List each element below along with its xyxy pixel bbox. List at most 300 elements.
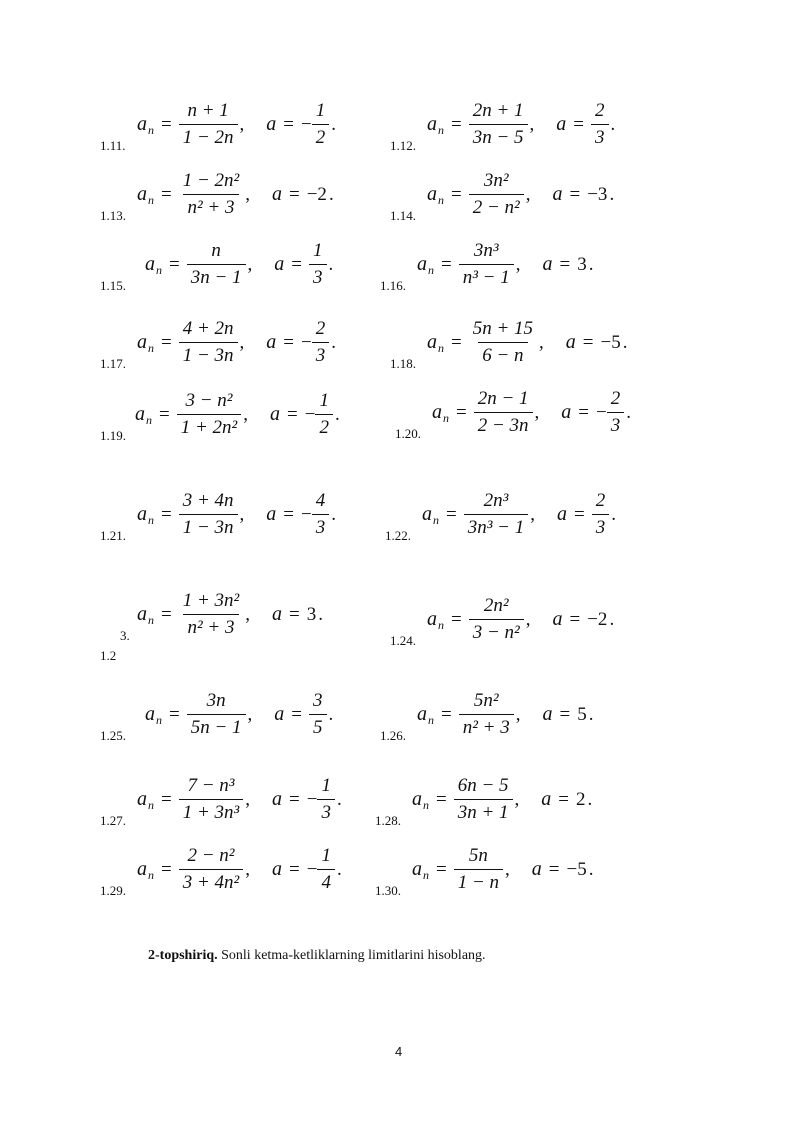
- problem-number: 1.21.: [100, 528, 126, 543]
- sequence-fraction-denominator: 3 + 4n²: [179, 869, 244, 894]
- equals-sign: =: [161, 183, 172, 205]
- sequence-formula: [137, 318, 336, 367]
- limit-fraction-denominator: 4: [317, 869, 335, 894]
- sequence-fraction-denominator: 3n + 1: [454, 799, 513, 824]
- limit-a-symbol: a: [552, 183, 563, 205]
- comma: ,: [243, 403, 248, 425]
- sequence-fraction-denominator: n² + 3: [183, 194, 238, 219]
- limit-a-symbol: a: [274, 253, 285, 275]
- sequence-fraction-denominator: n² + 3: [459, 714, 514, 739]
- n-subscript: n: [438, 341, 444, 355]
- sequence-fraction: [454, 775, 513, 824]
- limit-a-symbol: a: [266, 113, 277, 135]
- sequence-fraction: [177, 390, 242, 439]
- sequence-formula: [412, 845, 593, 894]
- sequence-fraction: [464, 490, 529, 539]
- limit-fraction-denominator: 3: [309, 264, 327, 289]
- problem-1.16: [380, 240, 710, 300]
- sequence-fraction-denominator: 1 − n: [454, 869, 503, 894]
- problem-number: 1.16.: [380, 278, 406, 293]
- period: .: [626, 401, 631, 423]
- a-symbol: a: [137, 603, 147, 625]
- limit-equals-sign: =: [289, 603, 300, 625]
- equals-sign: =: [446, 503, 457, 525]
- sequence-fraction: [459, 690, 514, 739]
- limit-sign: −: [306, 788, 318, 810]
- problem-3: [100, 590, 430, 663]
- comma: ,: [505, 858, 510, 880]
- problem-number-continued: 1.2: [100, 648, 117, 663]
- equals-sign: =: [161, 503, 172, 525]
- limit-fraction-numerator: 3: [313, 690, 323, 711]
- sequence-formula: [137, 170, 334, 219]
- problem-1.14: [390, 170, 720, 230]
- sequence-formula: [427, 170, 614, 219]
- a-symbol: a: [417, 703, 427, 725]
- limit-a-symbol: a: [557, 503, 567, 525]
- equals-sign: =: [456, 401, 467, 423]
- comma: ,: [515, 703, 521, 725]
- limit-value: 2: [576, 788, 586, 810]
- sequence-fraction-denominator: 5n − 1: [187, 714, 246, 739]
- equals-sign: =: [451, 113, 462, 135]
- equals-sign: =: [441, 703, 452, 725]
- n-subscript: n: [423, 798, 429, 812]
- limit-fraction-numerator: 1: [321, 775, 331, 796]
- problem-1.20: [395, 388, 725, 448]
- limit-fraction: [309, 240, 327, 289]
- equals-sign: =: [451, 183, 462, 205]
- sequence-fraction-denominator: 2 − 3n: [474, 412, 533, 437]
- problem-number: 1.29.: [100, 883, 126, 898]
- sequence-fraction-numerator: 2 − n²: [187, 845, 235, 866]
- sequence-fraction-numerator: 5n + 15: [472, 318, 534, 339]
- a-symbol: a: [427, 113, 437, 135]
- limit-fraction: [312, 490, 330, 539]
- problem-1.13: [100, 170, 430, 230]
- limit-equals-sign: =: [559, 253, 571, 275]
- limit-equals-sign: =: [558, 788, 570, 810]
- sequence-formula: [422, 490, 616, 539]
- sequence-formula: [137, 845, 342, 894]
- period: .: [331, 113, 336, 135]
- problem-number: 1.18.: [390, 356, 416, 371]
- limit-a-symbol: a: [266, 331, 277, 353]
- sequence-fraction: [454, 845, 503, 894]
- limit-fraction-numerator: 1: [321, 845, 331, 866]
- sequence-fraction-numerator: 3 − n²: [185, 390, 233, 411]
- task-title: 2-topshiriq.: [148, 948, 218, 963]
- problem-number: 3.: [120, 628, 130, 643]
- problem-number: 1.15.: [100, 278, 126, 293]
- limit-equals-sign: =: [283, 113, 295, 135]
- limit-fraction-denominator: 2: [315, 414, 333, 439]
- n-subscript: n: [433, 513, 439, 527]
- n-subscript: n: [438, 123, 444, 137]
- a-symbol: a: [422, 503, 432, 525]
- sequence-formula: [427, 100, 615, 149]
- limit-sign: −: [301, 113, 312, 135]
- a-symbol: a: [137, 788, 147, 810]
- limit-equals-sign: =: [569, 608, 581, 630]
- limit-equals-sign: =: [578, 401, 590, 423]
- a-symbol: a: [412, 858, 422, 880]
- period: .: [587, 788, 593, 810]
- sequence-fraction-denominator: 3 − n²: [469, 619, 524, 644]
- limit-fraction-denominator: 3: [312, 514, 330, 539]
- a-symbol: a: [135, 403, 145, 425]
- a-symbol: a: [145, 703, 155, 725]
- sequence-fraction: [179, 170, 244, 219]
- sequence-fraction-denominator: 1 − 2n: [179, 124, 238, 149]
- n-subscript: n: [156, 713, 162, 727]
- sequence-fraction-numerator: n + 1: [187, 100, 229, 121]
- a-symbol: a: [432, 401, 442, 423]
- limit-fraction-denominator: 2: [312, 124, 330, 149]
- sequence-fraction-denominator: 2 − n²: [469, 194, 524, 219]
- sequence-fraction: [179, 318, 238, 367]
- problem-number: 1.27.: [100, 813, 126, 828]
- limit-a-symbol: a: [266, 503, 277, 525]
- limit-equals-sign: =: [289, 858, 300, 880]
- comma: ,: [247, 703, 253, 725]
- limit-fraction: [315, 390, 333, 439]
- limit-equals-sign: =: [574, 503, 585, 525]
- sequence-fraction-denominator: n² + 3: [183, 614, 238, 639]
- problem-number: 1.24.: [390, 633, 416, 648]
- problem-number: 1.22.: [385, 528, 411, 543]
- sequence-formula: [417, 240, 593, 289]
- a-symbol: a: [412, 788, 422, 810]
- sequence-formula: [145, 690, 333, 739]
- problem-1.11: [100, 100, 430, 160]
- problem-1.30: [375, 845, 705, 905]
- sequence-fraction-numerator: 3n²: [483, 170, 509, 191]
- limit-fraction-denominator: 3: [312, 342, 330, 367]
- task-heading: [148, 948, 486, 964]
- limit-equals-sign: =: [291, 703, 303, 725]
- sequence-fraction-numerator: 6n − 5: [457, 775, 509, 796]
- limit-a-symbol: a: [272, 788, 282, 810]
- period: .: [328, 703, 334, 725]
- task-text: Sonli ketma-ketliklarning limitlarini hisoblang.: [217, 948, 486, 963]
- limit-fraction-denominator: 3: [591, 124, 609, 149]
- sequence-fraction-numerator: 4 + 2n: [182, 318, 234, 339]
- equals-sign: =: [451, 608, 462, 630]
- limit-fraction-numerator: 2: [595, 490, 606, 511]
- sequence-fraction: [179, 845, 244, 894]
- limit-fraction-denominator: 3: [592, 514, 610, 539]
- equals-sign: =: [161, 788, 172, 810]
- sequence-fraction: [187, 240, 246, 289]
- comma: ,: [514, 788, 520, 810]
- limit-a-symbol: a: [565, 331, 576, 353]
- sequence-formula: [432, 388, 631, 437]
- limit-equals-sign: =: [569, 183, 581, 205]
- limit-equals-sign: =: [289, 788, 300, 810]
- sequence-fraction: [469, 170, 524, 219]
- limit-fraction: [607, 388, 625, 437]
- sequence-fraction: [459, 240, 514, 289]
- limit-a-symbol: a: [272, 183, 282, 205]
- equals-sign: =: [441, 253, 452, 275]
- problem-number: 1.19.: [100, 428, 126, 443]
- a-symbol: a: [137, 113, 147, 135]
- period: .: [336, 858, 342, 880]
- period: .: [334, 403, 340, 425]
- sequence-formula: [412, 775, 592, 824]
- limit-value: 3: [577, 253, 587, 275]
- limit-sign: −: [596, 401, 607, 423]
- comma: ,: [530, 503, 535, 525]
- equals-sign: =: [169, 703, 180, 725]
- limit-sign: −: [304, 403, 316, 425]
- limit-fraction: [309, 690, 327, 739]
- comma: ,: [539, 331, 544, 353]
- sequence-fraction-numerator: n: [211, 240, 221, 261]
- limit-value: −2: [587, 608, 608, 630]
- comma: ,: [239, 113, 245, 135]
- limit-fraction-denominator: 5: [309, 714, 327, 739]
- limit-fraction: [592, 490, 610, 539]
- comma: ,: [245, 603, 250, 625]
- sequence-fraction-denominator: 3n − 5: [469, 124, 528, 149]
- n-subscript: n: [148, 513, 154, 527]
- sequence-fraction: [469, 100, 528, 149]
- n-subscript: n: [146, 413, 152, 427]
- n-subscript: n: [148, 613, 154, 627]
- comma: ,: [239, 503, 245, 525]
- sequence-fraction: [469, 318, 537, 367]
- period: .: [331, 331, 336, 353]
- limit-a-symbol: a: [542, 703, 553, 725]
- sequence-fraction-denominator: 1 + 2n²: [177, 414, 242, 439]
- limit-a-symbol: a: [272, 858, 282, 880]
- comma: ,: [515, 253, 521, 275]
- problem-number: 1.13.: [100, 208, 126, 223]
- sequence-fraction-denominator: 3n³ − 1: [464, 514, 529, 539]
- n-subscript: n: [438, 193, 444, 207]
- problem-number: 1.14.: [390, 208, 416, 223]
- sequence-fraction-denominator: 1 − 3n: [179, 342, 238, 367]
- limit-fraction-numerator: 2: [315, 318, 326, 339]
- n-subscript: n: [438, 618, 444, 632]
- limit-a-symbol: a: [272, 603, 282, 625]
- problem-1.21: [100, 490, 430, 550]
- limit-value: 5: [577, 703, 587, 725]
- period: .: [609, 608, 615, 630]
- limit-value: 3: [306, 603, 317, 625]
- period: .: [611, 503, 616, 525]
- limit-sign: −: [301, 503, 312, 525]
- limit-fraction-numerator: 1: [315, 100, 326, 121]
- comma: ,: [525, 183, 531, 205]
- sequence-formula: [137, 100, 336, 149]
- limit-fraction-numerator: 1: [313, 240, 323, 261]
- problem-1.12: [390, 100, 720, 160]
- sequence-fraction-denominator: n³ − 1: [459, 264, 514, 289]
- n-subscript: n: [148, 123, 154, 137]
- comma: ,: [525, 608, 531, 630]
- limit-equals-sign: =: [289, 183, 300, 205]
- limit-a-symbol: a: [561, 401, 572, 423]
- limit-value: −5: [600, 331, 621, 353]
- limit-fraction-numerator: 1: [319, 390, 329, 411]
- n-subscript: n: [443, 411, 449, 425]
- limit-fraction: [312, 100, 330, 149]
- problem-number: 1.26.: [380, 728, 406, 743]
- sequence-formula: [137, 775, 342, 824]
- limit-value: −5: [566, 858, 587, 880]
- sequence-fraction-numerator: 2n²: [483, 595, 509, 616]
- sequence-fraction-numerator: 7 − n³: [187, 775, 235, 796]
- period: .: [588, 703, 594, 725]
- sequence-fraction-numerator: 3n³: [473, 240, 499, 261]
- limit-equals-sign: =: [283, 503, 295, 525]
- comma: ,: [529, 113, 535, 135]
- limit-equals-sign: =: [548, 858, 560, 880]
- a-symbol: a: [145, 253, 155, 275]
- limit-fraction-numerator: 2: [595, 100, 605, 121]
- a-symbol: a: [427, 331, 437, 353]
- n-subscript: n: [148, 868, 154, 882]
- limit-a-symbol: a: [541, 788, 552, 810]
- limit-a-symbol: a: [552, 608, 563, 630]
- limit-fraction-numerator: 2: [610, 388, 621, 409]
- sequence-fraction: [179, 490, 238, 539]
- limit-fraction-denominator: 3: [317, 799, 335, 824]
- comma: ,: [245, 858, 250, 880]
- limit-value: −2: [306, 183, 327, 205]
- problem-1.26: [380, 690, 710, 750]
- a-symbol: a: [417, 253, 427, 275]
- sequence-fraction-denominator: 3n − 1: [187, 264, 246, 289]
- comma: ,: [534, 401, 540, 423]
- limit-a-symbol: a: [531, 858, 542, 880]
- sequence-formula: [137, 490, 336, 539]
- sequence-fraction: [187, 690, 246, 739]
- limit-a-symbol: a: [274, 703, 285, 725]
- a-symbol: a: [427, 608, 437, 630]
- limit-fraction: [317, 775, 335, 824]
- comma: ,: [245, 788, 250, 810]
- sequence-fraction: [179, 775, 244, 824]
- sequence-fraction-numerator: 5n²: [473, 690, 499, 711]
- limit-fraction-denominator: 3: [607, 412, 625, 437]
- limit-fraction: [317, 845, 335, 894]
- comma: ,: [239, 331, 245, 353]
- sequence-fraction: [179, 100, 238, 149]
- equals-sign: =: [436, 788, 447, 810]
- equals-sign: =: [451, 331, 462, 353]
- limit-sign: −: [301, 331, 312, 353]
- problem-1.28: [375, 775, 705, 835]
- limit-equals-sign: =: [287, 403, 298, 425]
- a-symbol: a: [137, 858, 147, 880]
- period: .: [588, 253, 594, 275]
- sequence-fraction: [469, 595, 524, 644]
- sequence-fraction-denominator: 1 + 3n³: [179, 799, 244, 824]
- comma: ,: [247, 253, 253, 275]
- limit-value: −3: [587, 183, 608, 205]
- limit-a-symbol: a: [542, 253, 553, 275]
- sequence-fraction-denominator: 1 − 3n: [179, 514, 238, 539]
- sequence-formula: [427, 318, 627, 367]
- sequence-formula: [137, 590, 323, 639]
- n-subscript: n: [148, 193, 154, 207]
- limit-equals-sign: =: [582, 331, 594, 353]
- limit-equals-sign: =: [291, 253, 303, 275]
- equals-sign: =: [159, 403, 170, 425]
- a-symbol: a: [137, 331, 147, 353]
- page-number: 4: [395, 1044, 403, 1059]
- period: .: [318, 603, 323, 625]
- comma: ,: [245, 183, 250, 205]
- sequence-fraction-numerator: 1 − 2n²: [182, 170, 240, 191]
- problem-number: 1.12.: [390, 138, 416, 153]
- equals-sign: =: [436, 858, 447, 880]
- sequence-formula: [417, 690, 593, 739]
- period: .: [331, 503, 336, 525]
- n-subscript: n: [156, 263, 162, 277]
- problem-number: 1.17.: [100, 356, 126, 371]
- a-symbol: a: [137, 503, 147, 525]
- limit-a-symbol: a: [556, 113, 567, 135]
- equals-sign: =: [161, 603, 172, 625]
- sequence-fraction: [474, 388, 533, 437]
- sequence-fraction-denominator: 6 − n: [478, 342, 527, 367]
- problem-1.18: [390, 318, 720, 378]
- problem-number: 1.28.: [375, 813, 401, 828]
- period: .: [622, 331, 628, 353]
- limit-sign: −: [306, 858, 318, 880]
- period: .: [610, 113, 616, 135]
- limit-equals-sign: =: [559, 703, 571, 725]
- period: .: [609, 183, 615, 205]
- sequence-fraction-numerator: 2n − 1: [477, 388, 529, 409]
- a-symbol: a: [137, 183, 147, 205]
- period: .: [328, 183, 334, 205]
- period: .: [588, 858, 594, 880]
- problem-number: 1.20.: [395, 426, 421, 441]
- problem-1.17: [100, 318, 430, 378]
- a-symbol: a: [427, 183, 437, 205]
- equals-sign: =: [161, 858, 172, 880]
- period: .: [328, 253, 334, 275]
- sequence-fraction-numerator: 2n + 1: [472, 100, 524, 121]
- problem-number: 1.11.: [100, 138, 126, 153]
- problem-1.22: [385, 490, 715, 550]
- n-subscript: n: [428, 713, 434, 727]
- limit-fraction: [591, 100, 609, 149]
- equals-sign: =: [161, 113, 172, 135]
- period: .: [336, 788, 342, 810]
- problem-number: 1.30.: [375, 883, 401, 898]
- equals-sign: =: [161, 331, 172, 353]
- limit-fraction-numerator: 4: [315, 490, 326, 511]
- problem-1.19: [100, 390, 430, 450]
- sequence-fraction: [179, 590, 244, 639]
- sequence-fraction-numerator: 1 + 3n²: [182, 590, 240, 611]
- n-subscript: n: [148, 341, 154, 355]
- n-subscript: n: [428, 263, 434, 277]
- sequence-fraction-numerator: 3n: [206, 690, 226, 711]
- problem-number: 1.25.: [100, 728, 126, 743]
- sequence-formula: [135, 390, 340, 439]
- sequence-formula: [427, 595, 614, 644]
- n-subscript: n: [423, 868, 429, 882]
- sequence-formula: [145, 240, 333, 289]
